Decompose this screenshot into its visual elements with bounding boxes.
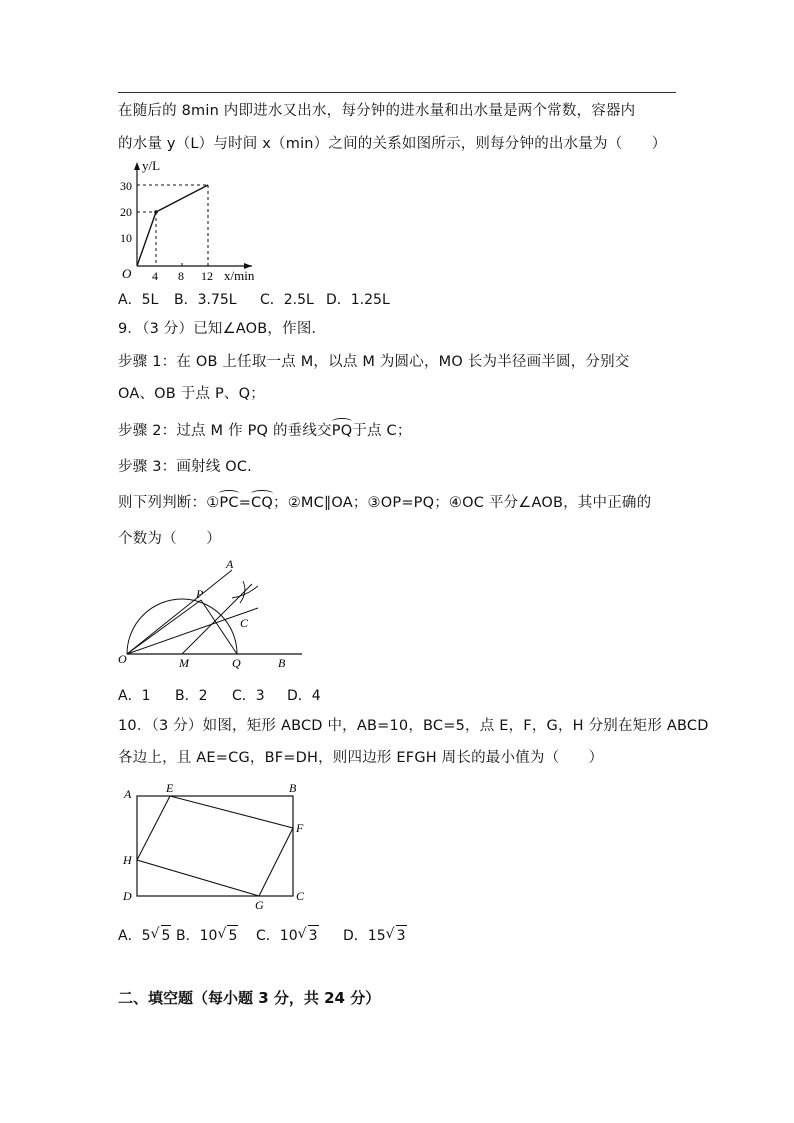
q9-label-o: O [118,652,127,666]
q8-origin: O [122,266,132,281]
q8-xtick-8: 8 [178,269,184,283]
q9-judgement [118,493,651,513]
q9-step2-pre: 步骤 2：过点 M 作 PQ 的垂线交 [118,423,332,439]
q9-step3: 步骤 3：画射线 OC. [118,459,252,475]
q8-xtick-4: 4 [152,269,158,283]
q9-judge-pre: 则下列判断：① [118,495,220,511]
q9-judge-eq: = [238,495,252,511]
sqrt-symbol: √ 3 [298,925,319,946]
q9-stem: 9．（3 分）已知∠AOB，作图． [118,321,327,337]
q10-label-a: A [124,787,132,801]
q10-label-f: F [296,821,304,835]
q10-label-h: H [123,853,132,867]
q9-step2-post: 于点 C； [352,423,412,439]
q9-arc-cq: CQ [251,495,273,511]
q10-label-e: E [166,781,174,795]
q10-label-d: D [123,889,132,903]
q10-option-c[interactable]: C．10√ 3 [256,925,343,946]
q8-options [118,290,390,310]
q9-arc-pq: PQ [331,423,353,439]
q8-xtick-12: 12 [201,269,213,283]
q9-options [118,686,321,706]
q9-label-b: B [278,656,286,670]
q9-option-c[interactable]: C．3 [232,688,265,704]
q9-label-c: C [240,616,249,630]
q9-figure [112,556,312,676]
q8-option-c[interactable]: C．2.5L [260,292,314,308]
q8-text-line1: 在随后的 8min 内即进水又出水，每分钟的进水量和出水量是两个常数，容器内 [118,103,636,119]
q8-option-b[interactable]: B．3.75L [174,292,237,308]
q9-judge-post: ；②MC∥OA；③OP=PQ；④OC 平分∠AOB，其中正确的 [273,495,652,511]
sqrt-symbol: √ 5 [217,925,238,946]
q9-option-a[interactable]: A．1 [118,688,151,704]
q9-label-q: Q [232,656,241,670]
q9-arc-pc: PC [219,495,239,511]
q8-xlabel: x/min [224,268,255,283]
q8-ytick-20: 20 [120,205,132,219]
q10-stem-line2: 各边上，且 AE=CG，BF=DH，则四边形 EFGH 周长的最小值为（ ） [118,750,604,766]
q10-label-c: C [296,889,305,903]
sqrt-symbol: √ 5 [151,925,172,946]
q10-option-a[interactable]: A．5√ 5 [118,925,176,946]
q9-step1-line1: 步骤 1：在 OB 上任取一点 M，以点 M 为圆心，MO 长为半径画半圆，分别交 [118,354,630,370]
q10-label-g: G [255,898,264,910]
q8-ytick-10: 10 [120,231,132,245]
sqrt-symbol: √ 3 [386,925,407,946]
q10-options [118,925,407,946]
q8-option-d[interactable]: D．1.25L [326,292,390,308]
q9-label-p: P [196,587,204,601]
q10-figure [118,780,318,910]
top-rule [118,92,676,93]
q10-option-b[interactable]: B．10√ 5 [176,925,256,946]
q9-option-b[interactable]: B．2 [175,688,208,704]
q8-ylabel: y/L [142,158,161,173]
q8-ytick-30: 30 [120,179,132,193]
q9-label-m: M [179,656,189,670]
q10-option-d[interactable]: D．15√ 3 [343,925,407,946]
q9-step1-line2: OA、OB 于点 P、Q； [118,386,265,402]
q10-label-b: B [289,781,297,795]
q9-judgement-line2: 个数为（ ） [118,531,221,547]
q8-option-a[interactable]: A．5L [118,292,159,308]
q8-graph [112,156,292,286]
q8-text-line2: 的水量 y（L）与时间 x（min）之间的关系如图所示，则每分钟的出水量为（ ） [118,136,667,152]
q9-label-a: A [226,557,234,571]
q9-option-d[interactable]: D．4 [287,688,321,704]
q10-stem-line1: 10．（3 分）如图，矩形 ABCD 中，AB=10，BC=5，点 E，F，G，H 分别在矩形 ABCD [118,718,709,734]
q9-step2 [118,421,412,441]
section-heading-fill-in: 二、填空题（每小题 3 分，共 24 分） [118,989,381,1007]
